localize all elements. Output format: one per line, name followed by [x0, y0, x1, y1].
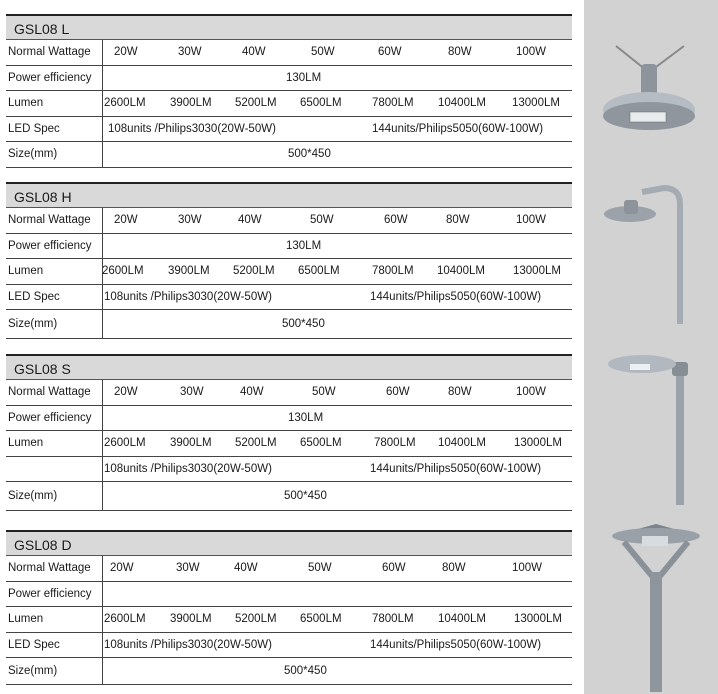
- row-size: [6, 658, 572, 685]
- label-size: Size(mm): [8, 665, 58, 677]
- cell-lm4: 6500LM: [300, 613, 342, 626]
- cell-w30: 30W: [178, 214, 202, 227]
- label-size: Size(mm): [8, 490, 58, 502]
- size-value: 500*450: [284, 665, 327, 677]
- cell-w50: 50W: [310, 214, 334, 227]
- label-lumen: Lumen: [8, 437, 44, 450]
- row-efficiency: [6, 234, 572, 260]
- product-image-panel: [584, 0, 718, 694]
- cell-w40: 40W: [242, 46, 266, 59]
- cell-lm4: 6500LM: [298, 265, 340, 278]
- row-efficiency: [6, 66, 572, 92]
- cell-w20: 20W: [114, 46, 138, 59]
- row-wattage: [6, 380, 572, 406]
- cell-lm1: 2600LM: [104, 97, 146, 110]
- label-led: LED Spec: [8, 638, 60, 651]
- cell-w100: 100W: [512, 562, 543, 575]
- section-title: GSL08 H: [6, 182, 572, 208]
- cell-w60: 60W: [382, 562, 406, 575]
- section-gsl08-l: [6, 14, 572, 168]
- row-led: [6, 457, 572, 483]
- cell-w30: 30W: [178, 46, 202, 59]
- row-size: [6, 310, 572, 339]
- cell-lm7: 13000LM: [512, 97, 560, 110]
- led-high: 144units/Philips5050(60W-100W): [372, 122, 544, 135]
- cell-lm5: 7800LM: [374, 437, 416, 450]
- row-lumen: [6, 259, 572, 285]
- cell-lm2: 3900LM: [170, 97, 212, 110]
- label-efficiency: Power efficiency: [8, 587, 92, 600]
- cell-w80: 80W: [442, 562, 466, 575]
- label-lumen: Lumen: [8, 97, 44, 110]
- row-efficiency: [6, 406, 572, 432]
- row-led: [6, 633, 572, 659]
- cell-w60: 60W: [378, 46, 402, 59]
- cell-lm5: 7800LM: [372, 265, 414, 278]
- led-high: 144units/Philips5050(60W-100W): [370, 462, 542, 475]
- cell-w20: 20W: [114, 386, 138, 399]
- efficiency-value: 130LM: [286, 239, 322, 252]
- row-size: [6, 142, 572, 168]
- led-low: 108units /Philips3030(20W-50W): [104, 290, 272, 303]
- label-lumen: Lumen: [8, 613, 44, 626]
- row-wattage: [6, 208, 572, 234]
- section-title: GSL08 D: [6, 530, 572, 556]
- row-led: [6, 117, 572, 143]
- row-wattage: [6, 556, 572, 582]
- cell-lm7: 13000LM: [513, 265, 561, 278]
- lamp-d-image: [606, 524, 706, 694]
- size-value: 500*450: [288, 148, 331, 161]
- label-efficiency: Power efficiency: [8, 239, 92, 252]
- led-high: 144units/Philips5050(60W-100W): [370, 638, 542, 651]
- cell-w50: 50W: [311, 46, 335, 59]
- cell-lm7: 13000LM: [514, 613, 562, 626]
- cell-w100: 100W: [516, 386, 547, 399]
- label-lumen: Lumen: [8, 265, 44, 278]
- cell-lm4: 6500LM: [300, 97, 342, 110]
- label-efficiency: Power efficiency: [8, 71, 92, 84]
- row-lumen: [6, 607, 572, 633]
- cell-w100: 100W: [516, 46, 547, 59]
- lamp-h-image: [598, 184, 708, 329]
- cell-w40: 40W: [238, 214, 262, 227]
- cell-lm6: 10400LM: [438, 613, 486, 626]
- cell-lm1: 2600LM: [102, 265, 144, 278]
- cell-lm7: 13000LM: [514, 437, 562, 450]
- row-wattage: [6, 40, 572, 66]
- row-led: [6, 285, 572, 311]
- cell-w80: 80W: [448, 386, 472, 399]
- cell-lm2: 3900LM: [170, 437, 212, 450]
- led-low: 108units /Philips3030(20W-50W): [104, 462, 272, 475]
- led-low: 108units /Philips3030(20W-50W): [108, 122, 276, 135]
- row-size: [6, 482, 572, 511]
- cell-w80: 80W: [448, 46, 472, 59]
- cell-w100: 100W: [516, 214, 547, 227]
- cell-lm4: 6500LM: [300, 437, 342, 450]
- cell-w30: 30W: [180, 386, 204, 399]
- cell-lm3: 5200LM: [235, 97, 277, 110]
- efficiency-value: 130LM: [286, 71, 322, 84]
- cell-lm2: 3900LM: [170, 613, 212, 626]
- size-value: 500*450: [284, 490, 327, 502]
- label-efficiency: Power efficiency: [8, 411, 92, 424]
- cell-lm3: 5200LM: [235, 613, 277, 626]
- cell-w60: 60W: [384, 214, 408, 227]
- cell-lm5: 7800LM: [372, 613, 414, 626]
- cell-lm3: 5200LM: [233, 265, 275, 278]
- cell-lm1: 2600LM: [104, 613, 146, 626]
- row-lumen: [6, 431, 572, 457]
- led-low: 108units /Philips3030(20W-50W): [104, 638, 272, 651]
- cell-w80: 80W: [446, 214, 470, 227]
- cell-w30: 30W: [176, 562, 200, 575]
- section-gsl08-h: [6, 182, 572, 339]
- label-wattage: Normal Wattage: [8, 214, 91, 227]
- lamp-s-image: [604, 350, 704, 510]
- section-title: GSL08 S: [6, 354, 572, 380]
- cell-lm1: 2600LM: [104, 437, 146, 450]
- section-gsl08-d: [6, 530, 572, 685]
- cell-w40: 40W: [234, 562, 258, 575]
- cell-w20: 20W: [114, 214, 138, 227]
- lamp-l-image: [594, 40, 704, 140]
- cell-lm3: 5200LM: [235, 437, 277, 450]
- label-wattage: Normal Wattage: [8, 46, 91, 59]
- cell-lm6: 10400LM: [438, 97, 486, 110]
- cell-lm5: 7800LM: [372, 97, 414, 110]
- efficiency-value: 130LM: [288, 411, 324, 424]
- section-title: GSL08 L: [6, 14, 572, 40]
- cell-w20: 20W: [110, 562, 134, 575]
- cell-lm2: 3900LM: [168, 265, 210, 278]
- label-size: Size(mm): [8, 148, 58, 161]
- label-led: LED Spec: [8, 290, 60, 303]
- led-high: 144units/Philips5050(60W-100W): [370, 290, 542, 303]
- label-wattage: Normal Wattage: [8, 386, 91, 399]
- cell-w60: 60W: [386, 386, 410, 399]
- row-lumen: [6, 91, 572, 117]
- cell-w40: 40W: [240, 386, 264, 399]
- label-wattage: Normal Wattage: [8, 562, 91, 575]
- size-value: 500*450: [282, 318, 325, 330]
- cell-lm6: 10400LM: [437, 265, 485, 278]
- label-size: Size(mm): [8, 318, 58, 330]
- cell-w50: 50W: [308, 562, 332, 575]
- cell-w50: 50W: [312, 386, 336, 399]
- cell-lm6: 10400LM: [438, 437, 486, 450]
- section-gsl08-s: [6, 354, 572, 511]
- label-led: LED Spec: [8, 122, 60, 135]
- row-efficiency: [6, 582, 572, 608]
